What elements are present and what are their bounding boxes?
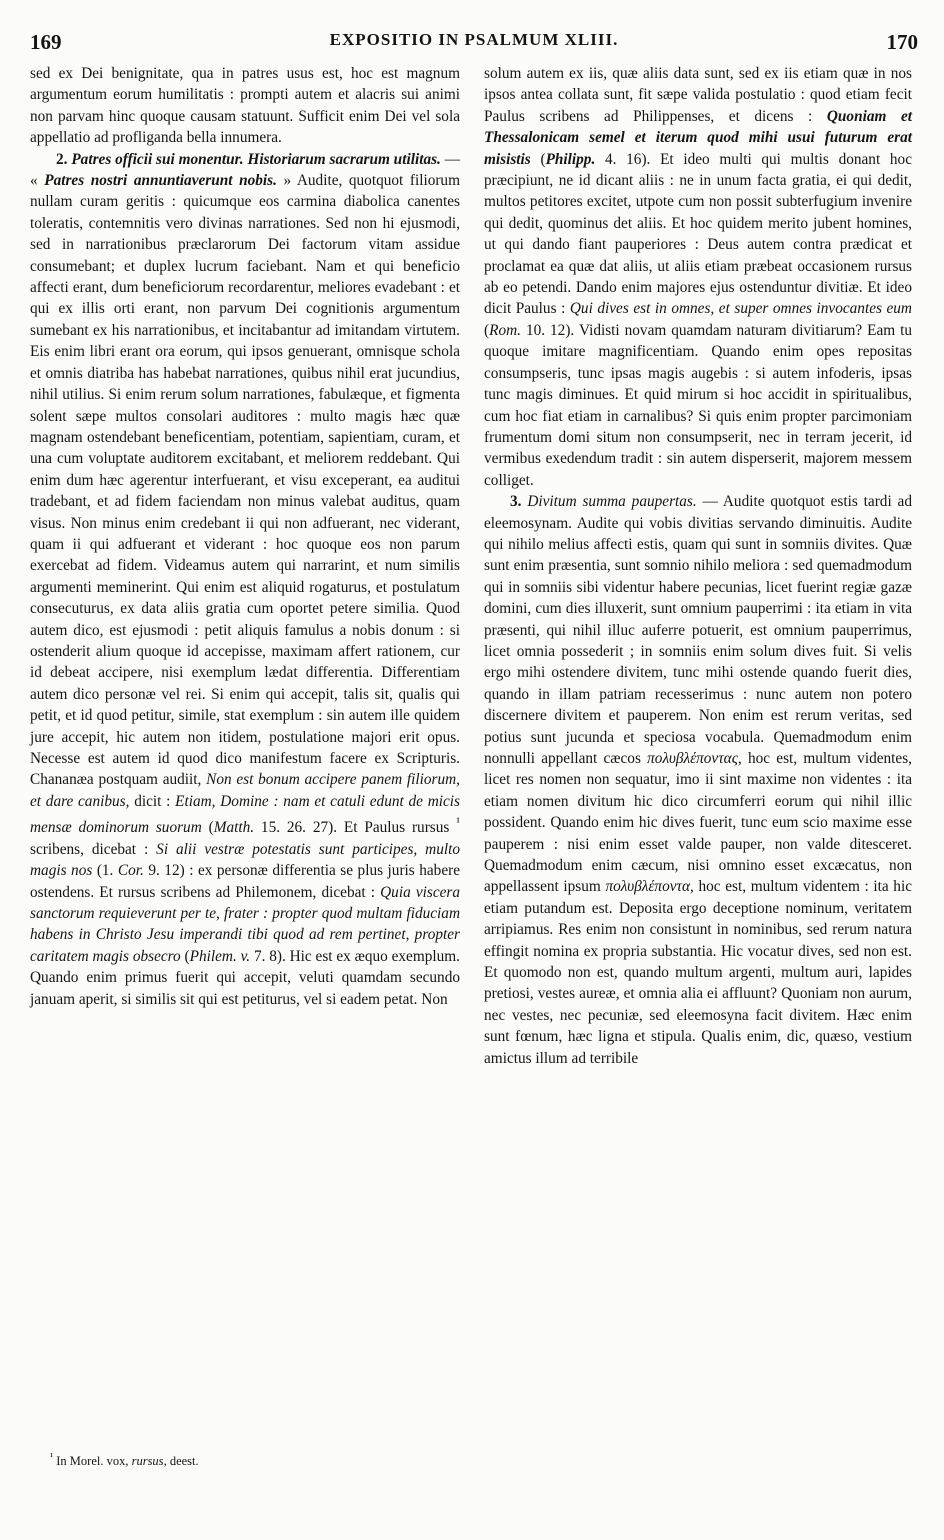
scripture-quote: Quia viscera sanctorum requieverunt per te, frater : propter quod multam fiduciam habens in Christo Jesu imperandi tibi quod ad rem pertinet, propter caritatem magis obsecro [30, 883, 460, 965]
running-title: EXPOSITIO IN PSALMUM XLIII. [329, 30, 619, 49]
text-run: 4. 16). Et ideo multi qui multis donant hoc præcipiunt, ne id dicant aliis : ne in unum facta gratia, ei qui dedit, multos petitores excitet, utpote cum non possit subterfugium invenire qui dedit, quominus det aliis. Et hoc quidem merito jubent homines, ut qui dando fiant pauperiores : Deus autem contra prædicat et proclamat ea quæ dat aliis, ut aliis etiam præbeat occasionem rursus ab eo petendi. Dando enim majores ejus ostenduntur divitiæ. Et ideo dicit Paulus : [484, 150, 912, 318]
scripture-quote: Etiam, Domine : nam et catuli edunt de micis mensæ dominorum suorum [30, 792, 460, 837]
paragraph: sed ex Dei benignitate, qua in patres usus est, hoc est magnum argumentum eorum humilitatis : prompti autem et alacris sui animi non parvam hinc quoque causam statuunt. Sufficit enim Dei vel sola appellatio ad profliganda bella innumera. [30, 65, 460, 147]
text-run: — Audite quotquot estis tardi ad eleemosynam. Audite qui vobis divitias servando diminuitis. Audite qui nihilo melius affecti estis, quam qui sunt in somniis divites. Quæ sunt enim præsentia, sunt somnio nihilo meliora : sed quemadmodum qui in somniis sibi videntur habere pecunias, licet fuerint regiæ gazæ domini, cum dies illuxerit, sunt omnium pauperrimi : ita etiam in vita præsenti, qui nihil illuc auferre potuerit, est omnium pauperrimus, licet omnia possederit ; in somniis enim solum dives fuit. Si velis ergo mihi ostendere divitem, tunc mihi ostende quando fuerit dies, quando in illam patriam recesserimus : nunc autem non potero discernere divitem et pauperem. Non enim est rerum veritas, sed potius sunt jucunda et speciosa vocabula. Quemadmodum enim nonnulli appellant cæcos [484, 493, 912, 767]
text-run: 9. 12) : ex personæ differentia se plus juris habere ostendens. Et rursus scribens ad Philemonem, dicebat : [30, 862, 461, 901]
paragraph-section-2 [30, 149, 460, 1010]
scripture-quote: Qui dives est in omnes, et super omnes invocantes eum [569, 300, 912, 318]
footnote-marker: ¹ [50, 1452, 54, 1463]
text-run: hoc est, multum videntem : ita hic etiam putandum est. Deposita ergo deceptione nominum, veritatem arripiamus. Res enim non consistunt in nominibus, sed rerum natura effingit nomina ex propria substantia. Hic vocatur dives, sed non est. Et quomodo non est, quando multum argenti, multum auri, lapides pretiosi, vestes aureæ, et omnia alia ei affluunt? Quoniam non aurum, nec vestes, nec pecuniæ, sed eleemosyna facit divitem. Hæc enim sunt fœnum, hæc ligna et stipula. Qualis enim, dic, quæso, vestium amictus illum ad terribile [484, 878, 912, 1067]
scripture-ref: Philem. v. [189, 947, 251, 965]
text-run: » Audite, quotquot filiorum nullam curam geritis : quicumque eos carmina diabolica canentes toleratis, contemnitis vero divinas narrationes. Sed non hi ejusmodi, sed in narrationibus præclarorum Dei factorum vitam assidue consumebant; et duplex lucrum faciebant. Nam et qui beneficio affecti erant, dum beneficiorum recordarentur, meliores evadebant : et qui ex illis orti erant, non parvum Dei cognitionis argumentum sumebant ex his narrationibus, et incitabantur ad imitandam virtutem. Eis enim libri erant ora eorum, qui ipsos genuerant, omnisque schola et omnis diatriba has habebat narrationes, quibus nihil erat jucundius, nihil utilius. Si enim rerum solum narrationes, fabulæque, et figmenta solent sæpe multos consolari auditores : multo magis hæc quæ magnam ostendebant beneficentiam, potentiam, sapientiam, curam, et una cum voluptate auditorem excitabant, et meliorem reddebant. Qui enim dum hæc agerentur interfuerant, et visu exceperant, ea auditui tradebant, et ad fidem faciendam non minus valebat auditus, quam visus. Non minus enim credebant ii qui non adfuerant, nec viderant, quam ii qui adfuerant et viderant : hoc quoque eos non parum exercebat ad fidem. Videamus autem qui narrarint, et num similis argumenti meminerint. Qui enim est aliquid rogaturus, et postulatum consecuturus, ex data aliis gratia cum oportet petere similia. Quod autem dico, est ejusmodi : petit aliquis famulus a nobis donum : si ostenderit alium quoque id accepisse, maximam affert rationem, cur id debeat accipere, nisi exemplum lædat differentia. Differentiam autem dico personæ vel rei. Si enim qui accepit, talis sit, qualis qui petit, et id quod petitur, simile, stat exemplum : sin autem ille quidem jure accepit, hic autem non itidem, postulatione majori erit opus. Necesse est autem id quod dico manifestum facere ex Scripturis. Chananæa postquam audiit, [30, 172, 460, 789]
text-run: 7. 8). Hic est ex æquo exemplum. Quando enim primus fuerit qui accepit, veluti quamdam secundo januam aperit, si similis sit qui est petiturus, vel si eadem petat. Non [30, 947, 461, 1008]
footnote-word: rursus [131, 1454, 164, 1469]
text-run: scribens, dicebat : [30, 840, 157, 858]
scripture-ref: Cor. [117, 862, 144, 880]
text-run: 15. 26. 27). Et Paulus rursus [254, 819, 457, 837]
scripture-quote: Non est bonum accipere panem filiorum, et dare canibus, [30, 771, 461, 810]
page-header [30, 30, 918, 58]
section-heading: Patres officii sui monentur. Historiarum sacrarum utilitas. [71, 150, 441, 168]
page-number-left: 169 [30, 30, 62, 54]
footnote-text: In Morel. vox, [53, 1454, 132, 1469]
footnote-text: , deest. [163, 1454, 199, 1469]
right-column [484, 63, 912, 1069]
text-run: hoc est, multum videntes, licet res nomen non sequatur, imo ii sint maxime non videntes : ita etiam nomen divitum hic dico circumferri eorum qui nihil illic possident. Quando enim hic dives fuerit, tunc eum scio maxime esse pauperem : nisi enim esset valde pauper, non valde ditesceret. Quemadmodum enim cæcum, nisi omnino esset excæcatus, non appellassent ipsum [484, 750, 912, 896]
scripture-quote: Patres nostri annuntiaverunt nobis. [44, 172, 277, 190]
text-run: dicit : [129, 792, 176, 810]
scripture-quote: Si alii vestræ potestatis sunt participes, multo magis nos [30, 840, 460, 880]
scripture-ref: Rom. [489, 321, 521, 339]
left-column [30, 63, 460, 1010]
footnote [50, 1452, 199, 1469]
section-heading: Divitum summa paupertas. [527, 493, 697, 511]
text-run: ( [484, 321, 490, 339]
scripture-quote: Quoniam et Thessalonicam semel et iterum quod mihi usui futurum erat misistis [484, 107, 912, 168]
text-run: — « [30, 150, 461, 190]
section-number: 3. [510, 493, 522, 511]
text-run: ( [201, 819, 214, 837]
scripture-ref: Matth. [213, 819, 255, 837]
paragraph-section-3 [484, 491, 912, 1069]
footnote-marker: ¹ [456, 815, 461, 830]
text-run: ( [530, 150, 546, 168]
scripture-ref: Philipp. [545, 150, 596, 168]
text-run: (1. [92, 862, 118, 880]
greek-word: πολυβλέποντας, [647, 750, 742, 767]
text-run: solum autem ex iis, quæ aliis data sunt, sed ex iis etiam quæ in nos ipsos antea collata sunt, fit sæpe valida postulatio : quod etiam fecit Paulus scribens ad Philippenses, et dicens : [484, 65, 912, 125]
page-number-right: 170 [886, 30, 918, 54]
text-run: 10. 12). Vidisti novam quamdam naturam divitiarum? Eam tu quoque imitare magnificentiam. Quando enim opes repositas consumpseris, tunc ipsas magis augebis : si autem infoderis, ipsas tunc magis diminues. Et quid mirum si hoc accidit in spiritualibus, cum hoc fiat etiam in carnalibus? Si quis enim propter parcimoniam frumentum domi situm non consumpserit, nec in terram jecerit, id vermibus exedendum tradit : sin autem disperserit, majorem messem colliget. [484, 321, 912, 489]
section-number: 2. [56, 150, 68, 168]
greek-word: πολυβλέποντα, [605, 878, 694, 896]
text-run: ( [180, 947, 190, 965]
paragraph [484, 63, 912, 491]
